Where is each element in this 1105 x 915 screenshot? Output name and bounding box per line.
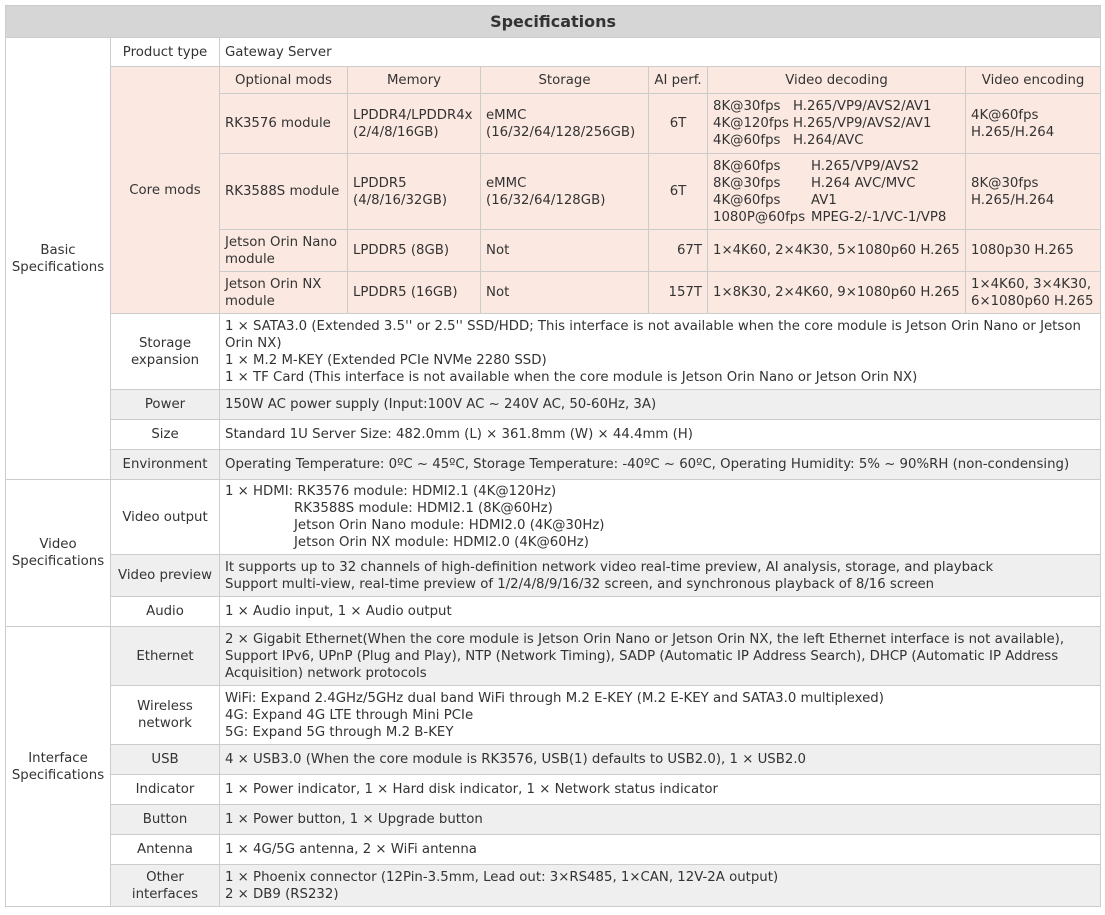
core-header-ai-perf: AI perf. bbox=[649, 67, 708, 94]
core-row-mod: RK3588S module bbox=[220, 154, 348, 230]
video-preview-label: Video preview bbox=[111, 555, 220, 597]
core-row-storage: Not bbox=[481, 230, 649, 272]
group-video-specifications: Video Specifications bbox=[6, 480, 111, 627]
ethernet-line: Support IPv6, UPnP (Plug and Play), NTP (Network Timing), SADP (Automatic IP Address Search), DHCP (Automatic IP Address Acquisition) network protocols bbox=[225, 648, 1059, 681]
core-row-encoding: 1080p30 H.265 bbox=[966, 230, 1101, 272]
usb-label: USB bbox=[111, 745, 220, 775]
wireless-network-label: Wireless network bbox=[111, 686, 220, 745]
encoding-line: 1×4K60, 3×4K30, bbox=[971, 276, 1092, 292]
indicator-label: Indicator bbox=[111, 775, 220, 805]
decoding-resolution: 4K@60fps bbox=[713, 192, 781, 208]
decoding-codecs: MPEG-2/-1/VC-1/VP8 bbox=[811, 209, 947, 225]
decoding-resolution: 4K@60fps bbox=[713, 133, 781, 148]
product-type-label: Product type bbox=[111, 38, 220, 67]
storage-expansion-line: 1 × TF Card (This interface is not available when the core module is Jetson Orin Nano or Jetson Orin NX) bbox=[225, 369, 918, 385]
decoding-codecs: H.265/VP9/AVS2/AV1 bbox=[793, 116, 932, 131]
specifications-table bbox=[5, 5, 1101, 907]
encoding-line: 6×1080p60 H.265 bbox=[971, 293, 1094, 309]
video-output-line: 1 × HDMI: RK3576 module: HDMI2.1 (4K@120Hz) bbox=[225, 484, 557, 499]
audio-label: Audio bbox=[111, 597, 220, 627]
ethernet-label: Ethernet bbox=[111, 627, 220, 686]
video-output-line: Jetson Orin NX module: HDMI2.0 (4K@60Hz) bbox=[294, 535, 589, 550]
other-interfaces-value bbox=[220, 865, 1101, 907]
wireless-line: WiFi: Expand 2.4GHz/5GHz dual band WiFi through M.2 E-KEY (M.2 E-KEY and SATA3.0 multiplexed) bbox=[225, 690, 884, 706]
environment-label: Environment bbox=[111, 450, 220, 480]
power-label: Power bbox=[111, 390, 220, 420]
core-row-storage bbox=[481, 94, 649, 154]
encoding-line: 4K@60fps bbox=[971, 107, 1039, 123]
core-row-storage: Not bbox=[481, 272, 649, 314]
decoding-resolution: 4K@120fps bbox=[713, 116, 789, 131]
decoding-resolution: 8K@60fps bbox=[713, 158, 781, 174]
decoding-codecs: H.264 AVC/MVC bbox=[811, 175, 916, 191]
decoding-codecs: H.265/VP9/AVS2 bbox=[811, 158, 920, 174]
decoding-resolution: 1080P@60fps bbox=[713, 209, 806, 225]
storage-expansion-line: 1 × M.2 M-KEY (Extended PCIe NVMe 2280 SSD) bbox=[225, 352, 547, 368]
ethernet-line: 2 × Gigabit Ethernet(When the core module is Jetson Orin Nano or Jetson Orin NX, the left Ethernet interface is not available), bbox=[225, 631, 1065, 647]
indicator-value: 1 × Power indicator, 1 × Hard disk indicator, 1 × Network status indicator bbox=[220, 775, 1101, 805]
wireless-line: 4G: Expand 4G LTE through Mini PCIe bbox=[225, 707, 474, 723]
group-basic-specifications: Basic Specifications bbox=[6, 38, 111, 480]
storage-line: eMMC bbox=[486, 175, 527, 191]
core-header-memory: Memory bbox=[348, 67, 481, 94]
core-header-optional-mods: Optional mods bbox=[220, 67, 348, 94]
wireless-line: 5G: Expand 5G through M.2 B-KEY bbox=[225, 724, 454, 740]
core-row-memory bbox=[348, 94, 481, 154]
decoding-resolution: 8K@30fps bbox=[713, 175, 781, 191]
core-header-video-encoding: Video encoding bbox=[966, 67, 1101, 94]
usb-value: 4 × USB3.0 (When the core module is RK3576, USB(1) defaults to USB2.0), 1 × USB2.0 bbox=[220, 745, 1101, 775]
other-interfaces-line: 1 × Phoenix connector (12Pin-3.5mm, Lead out: 3×RS485, 1×CAN, 12V-2A output) bbox=[225, 869, 779, 885]
storage-line: (16/32/64/128GB) bbox=[486, 192, 606, 208]
size-value: Standard 1U Server Size: 482.0mm (L) × 361.8mm (W) × 44.4mm (H) bbox=[220, 420, 1101, 450]
storage-line: (16/32/64/128/256GB) bbox=[486, 124, 636, 140]
core-row-decoding bbox=[708, 154, 966, 230]
size-label: Size bbox=[111, 420, 220, 450]
memory-line: LPDDR5 bbox=[353, 175, 407, 191]
wireless-network-value bbox=[220, 686, 1101, 745]
core-row-mod: RK3576 module bbox=[220, 94, 348, 154]
environment-value: Operating Temperature: 0ºC ~ 45ºC, Storage Temperature: -40ºC ~ 60ºC, Operating Humidity: 5% ~ 90%RH (non-condensing) bbox=[220, 450, 1101, 480]
video-preview-line: Support multi-view, real-time preview of 1/2/4/8/9/16/32 screen, and synchronous playback of 8/16 screen bbox=[225, 576, 935, 592]
decoding-codecs: H.265/VP9/AVS2/AV1 bbox=[793, 99, 932, 114]
group-interface-specifications: Interface Specifications bbox=[6, 627, 111, 907]
video-preview-value bbox=[220, 555, 1101, 597]
core-row-encoding bbox=[966, 272, 1101, 314]
memory-line: (2/4/8/16GB) bbox=[353, 124, 439, 140]
core-row-memory: LPDDR5 (16GB) bbox=[348, 272, 481, 314]
core-row-mod bbox=[220, 272, 348, 314]
core-row-memory: LPDDR5 (8GB) bbox=[348, 230, 481, 272]
storage-expansion-value bbox=[220, 314, 1101, 390]
video-preview-line: It supports up to 32 channels of high-definition network video real-time preview, AI analysis, storage, and playback bbox=[225, 559, 994, 575]
antenna-label: Antenna bbox=[111, 835, 220, 865]
memory-line: (4/8/16/32GB) bbox=[353, 192, 448, 208]
core-row-ai-perf: 67T bbox=[649, 230, 708, 272]
core-row-memory bbox=[348, 154, 481, 230]
audio-value: 1 × Audio input, 1 × Audio output bbox=[220, 597, 1101, 627]
product-type-value: Gateway Server bbox=[220, 38, 1101, 67]
video-output-value bbox=[220, 480, 1101, 555]
button-label: Button bbox=[111, 805, 220, 835]
encoding-line: 8K@30fps bbox=[971, 175, 1039, 191]
power-value: 150W AC power supply (Input:100V AC ~ 240V AC, 50-60Hz, 3A) bbox=[220, 390, 1101, 420]
storage-expansion-line: 1 × SATA3.0 (Extended 3.5'' or 2.5'' SSD/HDD; This interface is not available when the core module is Jetson Orin Nano or Jetson Orin NX) bbox=[225, 318, 1081, 351]
core-header-storage: Storage bbox=[481, 67, 649, 94]
core-row-storage bbox=[481, 154, 649, 230]
storage-line: eMMC bbox=[486, 107, 527, 123]
button-value: 1 × Power button, 1 × Upgrade button bbox=[220, 805, 1101, 835]
mod-name: Jetson Orin NX module bbox=[225, 276, 322, 309]
core-row-decoding: 1×8K30, 2×4K60, 9×1080p60 H.265 bbox=[708, 272, 966, 314]
antenna-value: 1 × 4G/5G antenna, 2 × WiFi antenna bbox=[220, 835, 1101, 865]
video-output-label: Video output bbox=[111, 480, 220, 555]
mod-name: Jetson Orin Nano module bbox=[225, 234, 337, 267]
decoding-codecs: H.264/AVC bbox=[793, 133, 864, 148]
core-row-encoding bbox=[966, 94, 1101, 154]
video-output-line: Jetson Orin Nano module: HDMI2.0 (4K@30Hz) bbox=[294, 518, 605, 533]
core-header-video-decoding: Video decoding bbox=[708, 67, 966, 94]
core-row-decoding: 1×4K60, 2×4K30, 5×1080p60 H.265 bbox=[708, 230, 966, 272]
core-row-ai-perf: 6T bbox=[649, 154, 708, 230]
decoding-resolution: 8K@30fps bbox=[713, 99, 781, 114]
encoding-line: H.265/H.264 bbox=[971, 124, 1055, 140]
core-row-ai-perf: 6T bbox=[649, 94, 708, 154]
core-row-mod bbox=[220, 230, 348, 272]
memory-line: LPDDR4/LPDDR4x bbox=[353, 107, 473, 123]
core-row-ai-perf: 157T bbox=[649, 272, 708, 314]
video-output-line: RK3588S module: HDMI2.1 (8K@60Hz) bbox=[294, 501, 553, 516]
encoding-line: H.265/H.264 bbox=[971, 192, 1055, 208]
table-title: Specifications bbox=[6, 6, 1101, 38]
other-interfaces-label: Other interfaces bbox=[111, 865, 220, 907]
ethernet-value bbox=[220, 627, 1101, 686]
other-interfaces-line: 2 × DB9 (RS232) bbox=[225, 886, 339, 902]
storage-expansion-label: Storage expansion bbox=[111, 314, 220, 390]
core-row-encoding bbox=[966, 154, 1101, 230]
decoding-codecs: AV1 bbox=[811, 192, 837, 208]
core-row-decoding bbox=[708, 94, 966, 154]
core-mods-label: Core mods bbox=[111, 67, 220, 314]
